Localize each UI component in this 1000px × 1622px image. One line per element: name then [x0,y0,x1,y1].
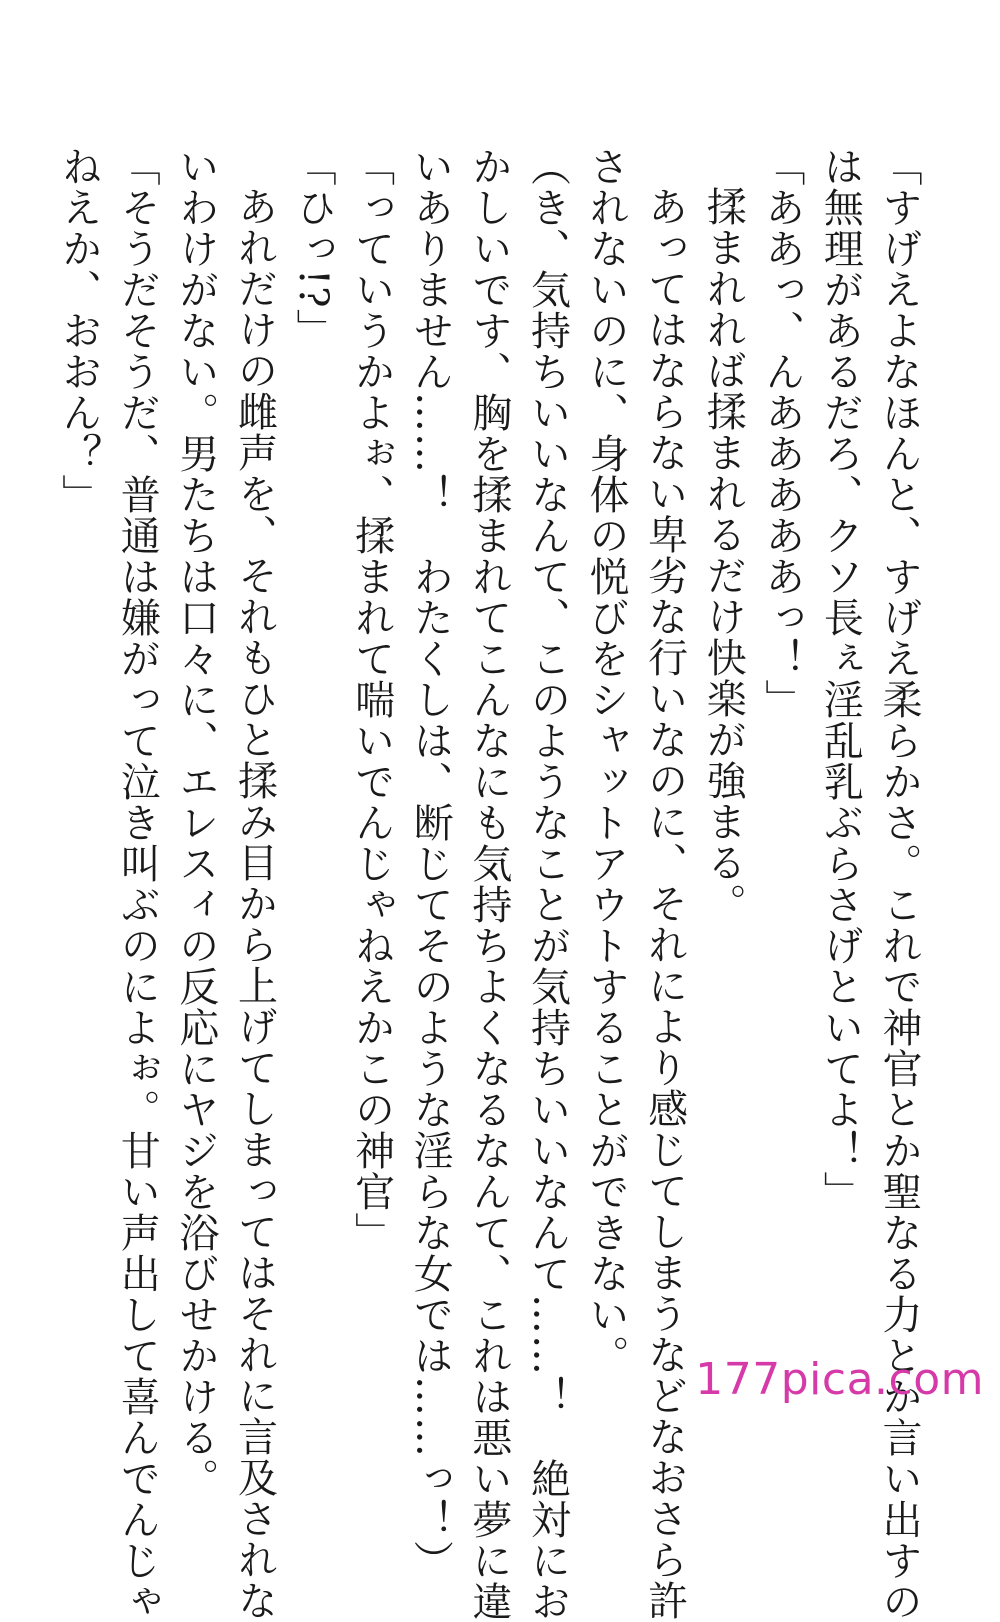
text-line: 「っていうかよぉ、揉まれて喘いでんじゃねえかこの神官」 [348,146,395,1253]
text-line: 「すげえよなほんと、すげえ柔らかさ。これで神官とか聖なる力とか言い出すの [876,146,922,1622]
text-line: かしいです、胸を揉まれてこんなにも気持ちよくなるなんて、これは悪い夢に違 [465,146,512,1622]
site-watermark: 177pica.com [695,1354,984,1405]
text-line: あれだけの雌声を、それもひと揉み目から上げてしまってはそれに言及されな [231,186,278,1621]
text-line: 「そうだそうだ、普通は嫌がって泣き叫ぶのによぉ。甘い声出して喜んでんじゃ [114,146,161,1622]
text-line: されないのに、身体の悦びをシャットアウトすることができない。 [583,146,630,1376]
text-line: 「ああっ、んあああああっ！」 [758,146,805,720]
text-line: あってはならない卑劣な行いなのに、それにより感じてしまうなどなおさら許 [641,186,688,1621]
text-line: 揉まれれば揉まれるだけ快楽が強まる。 [700,186,747,924]
text-line: いわけがない。男たちは口々に、エレスィの反応にヤジを浴びせかける。 [172,146,219,1499]
text-line: ねえか、おおん？」 [55,146,102,515]
text-line: （き、気持ちいいなんて、このようなことが気持ちいいなんて……！ 絶対にお [524,146,571,1622]
text-line: は無理があるだろ、クソ長ぇ淫乱乳ぶらさげといてよ！」 [817,146,864,1212]
text-line: 「ひっ!?」 [290,146,337,350]
text-line: いありません……！ わたくしは、断じてそのような淫らな女では……っ！） [407,146,454,1581]
